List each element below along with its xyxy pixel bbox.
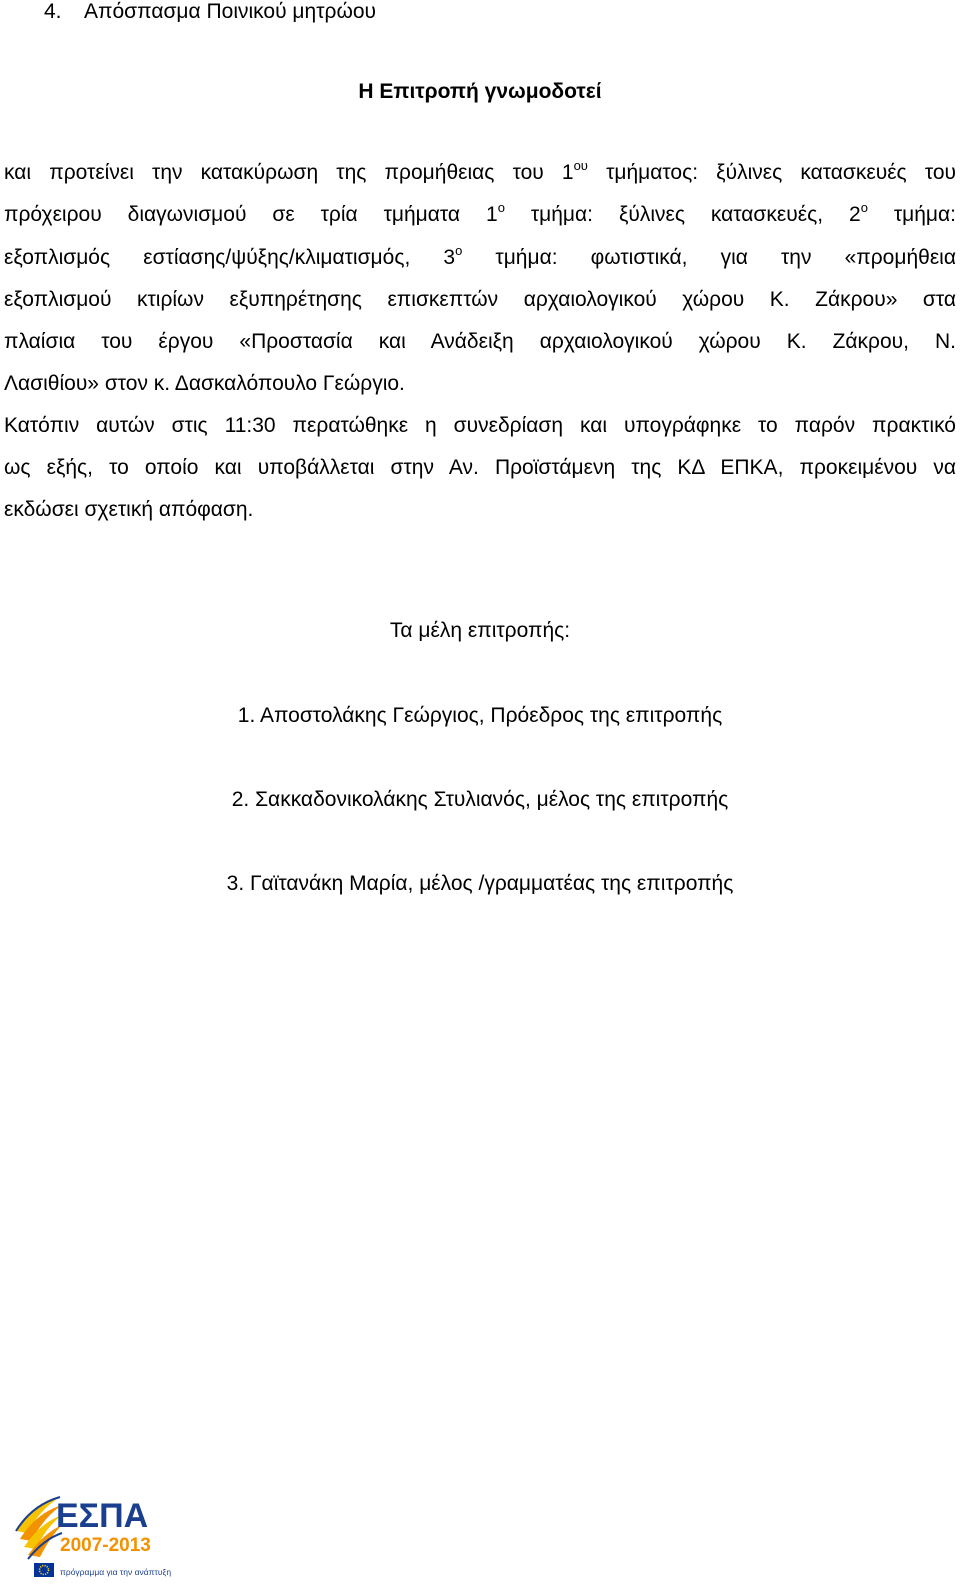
- section-number: 4.: [44, 0, 62, 23]
- paragraph-line: εξοπλισμού κτιρίων εξυπηρέτησης επισκεπτών αρχαιολογικού χώρου Κ. Ζάκρου» στα: [4, 288, 956, 311]
- eu-flag-icon: [34, 1563, 54, 1577]
- paragraph-line: ως εξής, το οποίο και υποβάλλεται στην Αν. Προϊστάμενη της ΚΔ ΕΠΚΑ, προκειμένου να: [4, 456, 956, 479]
- paragraph-line: Κατόπιν αυτών στις 11:30 περατώθηκε η συνεδρίαση και υπογράφηκε το παρόν πρακτικό: [4, 414, 956, 437]
- section-heading: [44, 0, 376, 26]
- paragraph-line: Λασιθίου» στον κ. Δασκαλόπουλο Γεώργιο.: [4, 372, 405, 395]
- espa-logo: [14, 1493, 172, 1581]
- logo-years: 2007-2013: [60, 1535, 151, 1556]
- member-item: 1. Αποστολάκης Γεώργιος, Πρόεδρος της επιτροπής: [237, 704, 723, 727]
- paragraph-line: πλαίσια του έργου «Προστασία και Ανάδειξη αρχαιολογικού χώρου Κ. Ζάκρου, Ν.: [4, 330, 956, 353]
- section-title: Απόσπασμα Ποινικού μητρώου: [84, 0, 377, 23]
- paragraph-line: εκδώσει σχετική απόφαση.: [4, 498, 254, 521]
- paragraph-line: και προτείνει την κατακύρωση της προμήθειας του $1^{o\upsilon}$ τμήματος: ξύλινες κατασκευές του: [4, 158, 956, 184]
- logo-tagline: πρόγραμμα για την ανάπτυξη: [60, 1567, 172, 1577]
- paragraph-line: πρόχειρου διαγωνισμού σε τρία τμήματα $1^o$ τμήμα: ξύλινες κατασκευές, $2^o$ τμήμα:: [4, 200, 957, 226]
- member-item: 3. Γαϊτανάκη Μαρία, μέλος /γραμματέας της επιτροπής: [226, 872, 734, 895]
- member-item: 2. Σακκαδονικολάκης Στυλιανός, μέλος της επιτροπής: [231, 788, 729, 811]
- members-heading: Τα μέλη επιτροπής:: [389, 619, 571, 642]
- paragraph-line: εξοπλισμός εστίασης/ψύξης/κλιματισμός, $3^o$ τμήμα: φωτιστικά, για την «προμήθεια: [4, 243, 956, 269]
- logo-wordmark: ΕΣΠΑ: [56, 1497, 149, 1535]
- decision-heading: Η Επιτροπή γνωμοδοτεί: [358, 80, 602, 103]
